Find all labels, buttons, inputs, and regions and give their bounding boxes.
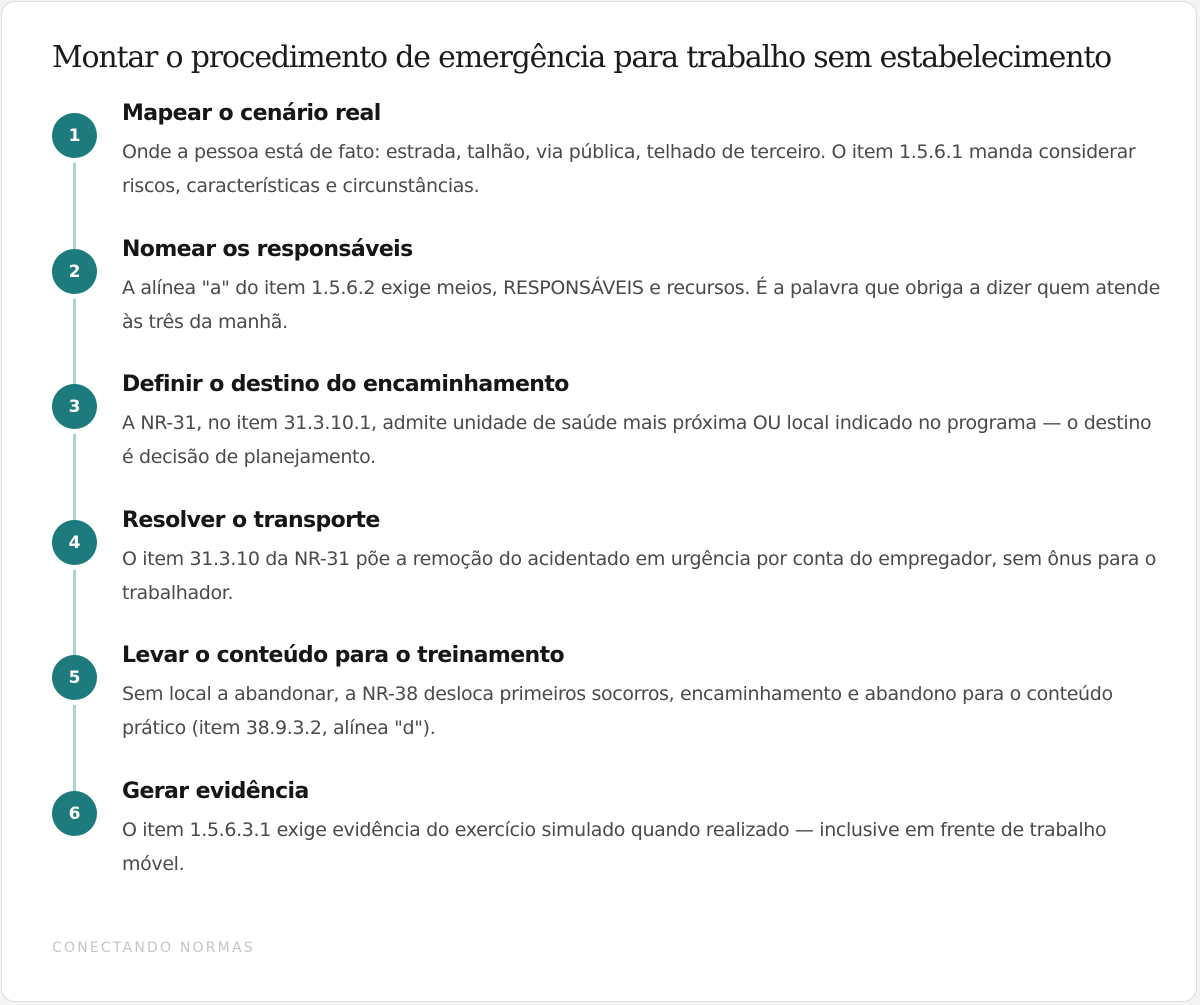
step-connector-line [73, 705, 76, 791]
step-description: O item 31.3.10 da NR-31 põe a remoção do acidentado em urgência por conta do empregador, sem ônus para o trabalhador. [122, 548, 1157, 604]
step-description: Sem local a abandonar, a NR-38 desloca primeiros socorros, encaminhamento e abandono para o conteúdo prático (item 38.9.3.2, alínea "d"). [122, 683, 1113, 739]
step-title: Mapear o cenário real [122, 101, 381, 126]
step-number-badge: 3 [52, 384, 97, 429]
step-description: Onde a pessoa está de fato: estrada, talhão, via pública, telhado de terceiro. O item 1.5.6.1 manda considerar riscos, características e circunstâncias. [122, 141, 1136, 197]
step-connector-line [73, 434, 76, 520]
step-connector-line [73, 570, 76, 656]
steps-list [2, 2, 1196, 1001]
step-description: O item 1.5.6.3.1 exige evidência do exercício simulado quando realizado — inclusive em frente de trabalho móvel. [122, 819, 1107, 875]
footer-brand: CONECTANDO NORMAS [52, 940, 255, 956]
step-number-badge: 4 [52, 520, 97, 565]
step-number-badge: 5 [52, 655, 97, 700]
step-number-badge: 2 [52, 249, 97, 294]
step-title: Gerar evidência [122, 779, 309, 804]
step-title: Levar o conteúdo para o treinamento [122, 643, 565, 668]
step-title: Resolver o transporte [122, 508, 380, 533]
step-number-badge: 6 [52, 791, 97, 836]
step-title: Nomear os responsáveis [122, 237, 413, 262]
step-description: A alínea "a" do item 1.5.6.2 exige meios, RESPONSÁVEIS e recursos. É a palavra que obriga a dizer quem atende às três da manhã. [122, 277, 1160, 333]
procedure-card [1, 1, 1197, 1002]
step-number-badge: 1 [52, 113, 97, 158]
step-title: Definir o destino do encaminhamento [122, 372, 569, 397]
step-connector-line [73, 299, 76, 385]
step-description: A NR-31, no item 31.3.10.1, admite unidade de saúde mais próxima OU local indicado no programa — o destino é decisão de planejamento. [122, 412, 1152, 468]
step-connector-line [73, 163, 76, 249]
page-title: Montar o procedimento de emergência para trabalho sem estabelecimento [52, 40, 1112, 75]
